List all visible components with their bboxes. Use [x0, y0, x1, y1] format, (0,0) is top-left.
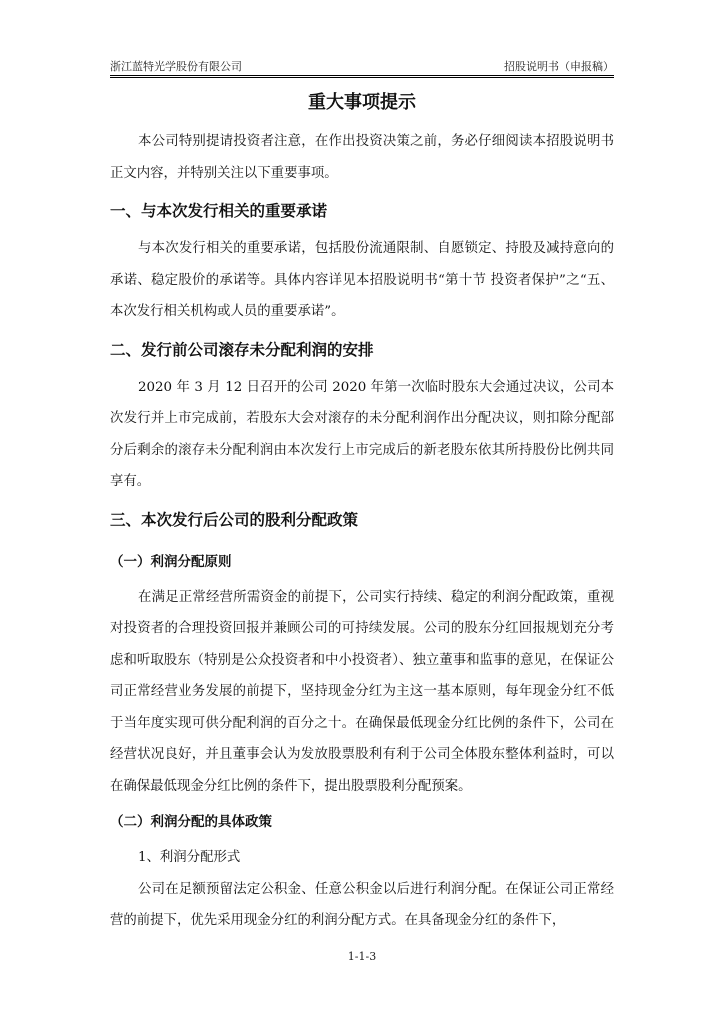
header-document-type: 招股说明书（申报稿） — [504, 60, 614, 73]
section-2-paragraph: 2020 年 3 月 12 日召开的公司 2020 年第一次临时股东大会通过决议，公司本次发行并上市完成前，若股东大会对滚存的未分配利润作出分配决议，则扣除分配部分后剩余的滚存未分配利润由本次发行上市完成后的新老股东依其所持股份比例共同享有。 — [110, 379, 614, 489]
section-1-paragraph: 与本次发行相关的重要承诺，包括股份流通限制、自愿锁定、持股及减持意向的承诺、稳定股价的承诺等。具体内容详见本招股说明书“第十节 投资者保护”之“五、本次发行相关机构或人员的重要承诺”。 — [110, 241, 614, 319]
subsection-1-paragraph: 在满足正常经营所需资金的前提下，公司实行持续、稳定的利润分配政策，重视对投资者的合理投资回报并兼顾公司的可持续发展。公司的股东分红回报规划充分考虑和听取股东（特别是公众投资者和中小投资者）、独立董事和监事的意见，在保证公司正常经营业务发展的前提下，坚持现金分红为主这一基本原则，每年现金分红不低于当年度实现可供分配利润的百分之十。在确保最低现金分红比例的条件下，公司在经营状况良好，并且董事会认为发放股票股利有利于公司全体股东整体利益时，可以在确保最低现金分红比例的条件下，提出股票股利分配预案。 — [110, 589, 614, 794]
subsection-2-item-label: 1、利润分配形式 — [138, 850, 241, 865]
section-3-heading: 三、本次发行后公司的股利分配政策 — [110, 510, 359, 529]
page-number: 1-1-3 — [347, 950, 377, 963]
section-1-heading: 一、与本次发行相关的重要承诺 — [110, 202, 328, 220]
page-title: 重大事项提示 — [308, 92, 416, 113]
intro-paragraph: 本公司特别提请投资者注意，在作出投资决策之前，务必仔细阅读本招股说明书正文内容，并特别关注以下重要事项。 — [110, 134, 614, 181]
header-company-name: 浙江蓝特光学股份有限公司 — [110, 60, 242, 73]
section-2-heading: 二、发行前公司滚存未分配利润的安排 — [110, 340, 374, 359]
subsection-2-heading: （二）利润分配的具体政策 — [110, 814, 272, 830]
header-rule — [110, 75, 614, 76]
subsection-2-paragraph: 公司在足额预留法定公积金、任意公积金以后进行利润分配。在保证公司正常经营的前提下，优先采用现金分红的利润分配方式。在具备现金分红的条件下， — [110, 881, 614, 928]
header-rule-thin — [110, 77, 614, 78]
page-content — [110, 86, 614, 937]
subsection-1-heading: （一）利润分配原则 — [110, 553, 232, 570]
page-header — [110, 58, 614, 76]
